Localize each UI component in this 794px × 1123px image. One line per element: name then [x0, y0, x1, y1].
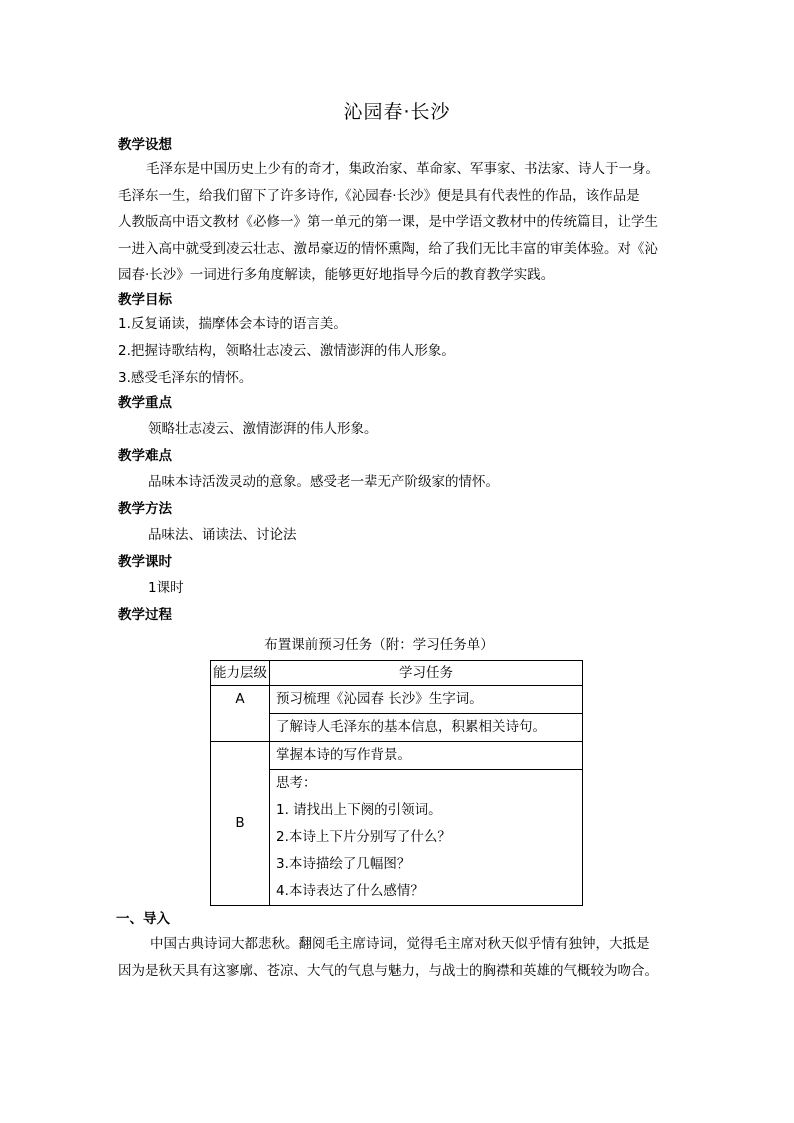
- think-line: 3.本诗描绘了几幅图？: [276, 855, 411, 872]
- table-caption: 布置课前预习任务（附：学习任务单）: [264, 636, 494, 653]
- section-heading-process: 教学过程: [118, 606, 172, 623]
- table-header-task: 学习任务: [270, 660, 583, 685]
- table-header-row: [211, 660, 583, 685]
- methods-text: 品味法、诵读法、讨论法: [148, 526, 297, 543]
- design-line: 毛泽东是中国历史上少有的奇才，集政治家、革命家、军事家、书法家、诗人于一身。: [146, 161, 659, 177]
- goal-item: 1.反复诵读，揣摩体会本诗的语言美。: [118, 315, 347, 332]
- task-cell: 预习梳理《沁园春 长沙》生字词。: [270, 685, 583, 713]
- design-line: 人教版高中语文教材《必修一》第一单元的第一课，是中学语文教材中的传统篇目，让学生: [118, 214, 658, 230]
- section-heading-key: 教学重点: [118, 394, 172, 411]
- think-line: 4.本诗表达了什么感情？: [276, 882, 424, 899]
- intro-line: 中国古典诗词大都悲秋。翻阅毛主席诗词，觉得毛主席对秋天似乎情有独钟，大抵是: [150, 935, 650, 952]
- hours-text: 1课时: [148, 579, 184, 596]
- section-heading-goals: 教学目标: [118, 291, 172, 308]
- think-cell: [270, 769, 583, 905]
- think-line: 2.本诗上下片分别写了什么？: [276, 828, 451, 845]
- document-body: [118, 134, 682, 984]
- table-row: [211, 741, 583, 769]
- level-cell-b: B: [211, 741, 270, 905]
- section-heading-intro: 一、导入: [116, 910, 170, 927]
- think-line: 1. 请找出上下阕的引领词。: [276, 801, 442, 818]
- task-cell: 了解诗人毛泽东的基本信息，积累相关诗句。: [270, 713, 583, 741]
- section-heading-difficulty: 教学难点: [118, 447, 172, 464]
- goal-item: 3.感受毛泽东的情怀。: [118, 369, 253, 386]
- document-title: 沁园春·长沙: [343, 101, 451, 123]
- difficulty-text: 品味本诗活泼灵动的意象。感受老一辈无产阶级家的情怀。: [148, 473, 499, 490]
- design-line: 一进入高中就受到凌云壮志、激昂豪迈的情怀熏陶，给了我们无比丰富的审美体验。对《沁: [118, 240, 658, 257]
- task-table: [210, 660, 583, 906]
- table-row: [211, 685, 583, 713]
- section-heading-hours: 教学课时: [118, 553, 172, 570]
- section-heading-design: 教学设想: [118, 137, 172, 153]
- design-line: 园春·长沙》一词进行多角度解读，能够更好地指导今后的教育教学实践。: [118, 267, 555, 283]
- task-cell: 掌握本诗的写作背景。: [270, 741, 583, 769]
- goal-item: 2.把握诗歌结构，领略壮志凌云、激情澎湃的伟人形象。: [118, 342, 455, 359]
- table-header-level: 能力层级: [211, 660, 270, 685]
- section-heading-methods: 教学方法: [118, 500, 172, 517]
- think-line: 思考：: [276, 774, 317, 791]
- intro-line: 因为是秋天具有这寥廓、苍凉、大气的气息与魅力，与战士的胸襟和英雄的气概较为吻合。: [118, 962, 658, 979]
- design-line: 毛泽东一生，给我们留下了许多诗作,《沁园春·长沙》便是具有代表性的作品，该作品是: [118, 187, 640, 204]
- key-text: 领略壮志凌云、激情澎湃的伟人形象。: [148, 420, 378, 437]
- level-cell-a: A: [211, 685, 270, 741]
